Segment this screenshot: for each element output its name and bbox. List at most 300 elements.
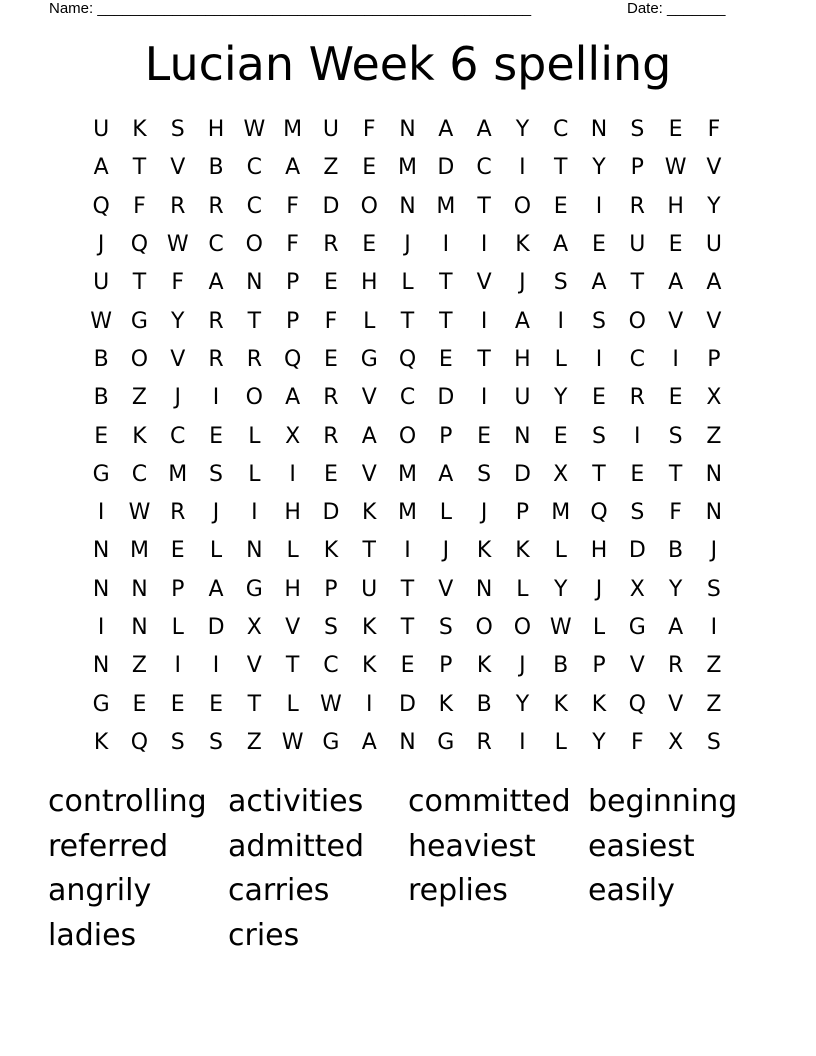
grid-letter[interactable]: M	[551, 500, 571, 526]
grid-letter[interactable]: K	[438, 691, 454, 717]
grid-letter[interactable]: U	[361, 576, 378, 602]
grid-letter[interactable]: E	[592, 232, 606, 258]
grid-letter[interactable]: V	[246, 653, 262, 679]
grid-letter[interactable]: G	[322, 729, 340, 755]
grid-letter[interactable]: S	[209, 461, 224, 487]
grid-letter[interactable]: D	[322, 500, 340, 526]
grid-letter[interactable]: X	[553, 461, 569, 487]
grid-letter[interactable]: E	[323, 461, 338, 487]
grid-letter[interactable]: Y	[171, 308, 185, 334]
grid-letter[interactable]: Z	[706, 653, 722, 679]
grid-letter[interactable]: I	[212, 385, 220, 411]
grid-letter[interactable]: V	[629, 653, 645, 679]
grid-letter[interactable]: I	[480, 308, 488, 334]
grid-letter[interactable]: J	[212, 500, 220, 526]
grid-letter[interactable]: V	[476, 270, 492, 296]
grid-letter[interactable]: B	[208, 155, 224, 181]
grid-letter[interactable]: K	[93, 729, 109, 755]
grid-letter[interactable]: A	[361, 729, 377, 755]
grid-letter[interactable]: E	[170, 691, 185, 717]
grid-letter[interactable]: Y	[592, 155, 606, 181]
grid-letter[interactable]: U	[705, 232, 722, 258]
grid-letter[interactable]: V	[361, 461, 377, 487]
grid-letter[interactable]: E	[668, 232, 683, 258]
grid-letter[interactable]: K	[553, 691, 568, 717]
grid-letter[interactable]: T	[477, 346, 491, 372]
grid-letter[interactable]: J	[710, 538, 718, 564]
grid-letter[interactable]: T	[400, 615, 415, 640]
grid-letter[interactable]: O	[513, 615, 532, 640]
grid-letter[interactable]: R	[323, 385, 339, 411]
grid-letter[interactable]: Y	[707, 193, 721, 219]
grid-letter[interactable]: S	[323, 615, 338, 640]
grid-letter[interactable]: M	[283, 117, 303, 143]
grid-letter[interactable]: C	[208, 232, 224, 258]
grid-letter[interactable]: C	[476, 155, 492, 181]
grid-letter[interactable]: C	[131, 461, 148, 487]
grid-letter[interactable]: G	[628, 615, 646, 640]
grid-letter[interactable]: V	[668, 308, 684, 334]
grid-letter[interactable]: V	[170, 346, 186, 372]
grid-letter[interactable]: T	[400, 576, 415, 602]
grid-letter[interactable]: E	[668, 385, 683, 411]
grid-letter[interactable]: K	[362, 653, 377, 679]
grid-letter[interactable]: S	[477, 461, 492, 487]
grid-letter[interactable]: I	[404, 538, 411, 564]
grid-letter[interactable]: X	[629, 576, 645, 602]
grid-letter[interactable]: S	[630, 117, 645, 143]
grid-letter[interactable]: L	[286, 538, 299, 564]
grid-letter[interactable]: E	[400, 653, 415, 679]
grid-letter[interactable]: A	[208, 270, 224, 296]
grid-letter[interactable]: E	[209, 691, 223, 717]
grid-letter[interactable]: W	[90, 308, 113, 334]
grid-letter[interactable]: Z	[246, 729, 262, 755]
grid-letter[interactable]: D	[399, 691, 416, 717]
grid-letter[interactable]: A	[285, 385, 301, 411]
grid-letter[interactable]: A	[514, 308, 530, 334]
grid-letter[interactable]: S	[668, 423, 683, 449]
grid-letter[interactable]: D	[437, 155, 455, 181]
grid-letter[interactable]: U	[514, 385, 531, 411]
grid-letter[interactable]: E	[668, 117, 683, 143]
word-list-item: admitted	[228, 828, 365, 864]
grid-letter[interactable]: H	[284, 500, 301, 526]
grid-letter[interactable]: C	[323, 653, 339, 679]
grid-letter[interactable]: T	[477, 193, 491, 219]
grid-letter[interactable]: B	[93, 346, 109, 372]
grid-letter[interactable]: A	[438, 117, 454, 143]
grid-letter[interactable]: J	[519, 653, 526, 679]
grid-letter[interactable]: L	[401, 270, 414, 296]
grid-letter[interactable]: U	[629, 232, 646, 258]
grid-letter[interactable]: R	[208, 193, 224, 219]
grid-letter[interactable]: W	[128, 500, 151, 526]
grid-letter[interactable]: L	[248, 423, 261, 449]
grid-letter[interactable]: C	[553, 117, 569, 143]
grid-letter[interactable]: R	[323, 423, 339, 449]
grid-letter[interactable]: I	[480, 232, 488, 258]
grid-letter[interactable]: I	[251, 500, 258, 526]
grid-letter[interactable]: N	[92, 653, 110, 679]
grid-letter[interactable]: N	[131, 576, 148, 602]
grid-letter[interactable]: T	[285, 653, 300, 679]
grid-letter[interactable]: N	[399, 193, 416, 219]
grid-letter[interactable]: B	[476, 691, 492, 717]
grid-letter[interactable]: Q	[92, 193, 110, 219]
grid-letter[interactable]: L	[554, 346, 567, 372]
grid-letter[interactable]: O	[245, 232, 263, 258]
grid-letter[interactable]: T	[247, 691, 262, 717]
grid-letter[interactable]: N	[246, 270, 263, 296]
grid-letter[interactable]: J	[174, 385, 181, 411]
grid-letter[interactable]: I	[519, 729, 526, 755]
grid-letter[interactable]: L	[171, 615, 184, 640]
grid-letter[interactable]: K	[323, 538, 339, 564]
grid-letter[interactable]: A	[93, 155, 109, 181]
grid-letter[interactable]: G	[245, 576, 263, 602]
grid-letter[interactable]: K	[591, 691, 607, 717]
grid-letter[interactable]: N	[705, 461, 723, 487]
grid-letter[interactable]: I	[710, 615, 718, 640]
grid-letter[interactable]: R	[323, 232, 339, 258]
grid-letter[interactable]: O	[628, 308, 646, 334]
grid-letter[interactable]: R	[170, 500, 186, 526]
grid-letter[interactable]: F	[133, 193, 146, 219]
grid-letter[interactable]: P	[285, 270, 300, 296]
grid-letter[interactable]: Z	[323, 155, 339, 181]
grid-letter[interactable]: C	[246, 193, 263, 219]
grid-letter[interactable]: N	[590, 117, 608, 143]
grid-letter[interactable]: S	[438, 615, 453, 640]
grid-letter[interactable]: A	[706, 270, 722, 296]
grid-letter[interactable]: P	[439, 423, 453, 449]
grid-letter[interactable]: T	[439, 308, 453, 334]
grid-letter[interactable]: I	[672, 346, 679, 372]
grid-letter[interactable]: R	[170, 193, 186, 219]
grid-letter[interactable]: A	[591, 270, 607, 296]
grid-letter[interactable]: S	[592, 423, 606, 449]
grid-letter[interactable]: T	[247, 308, 262, 334]
grid-letter[interactable]: D	[322, 193, 340, 219]
grid-letter[interactable]: M	[398, 461, 418, 487]
grid-letter[interactable]: L	[554, 729, 567, 755]
grid-letter[interactable]: L	[363, 308, 376, 334]
grid-letter[interactable]: A	[361, 423, 377, 449]
grid-letter[interactable]: E	[553, 193, 568, 219]
grid-letter[interactable]: D	[207, 615, 225, 640]
grid-letter[interactable]: L	[439, 500, 452, 526]
grid-letter[interactable]: T	[132, 155, 147, 181]
grid-letter[interactable]: T	[630, 270, 645, 296]
grid-letter[interactable]: V	[668, 691, 684, 717]
grid-letter[interactable]: L	[209, 538, 223, 564]
grid-letter[interactable]: T	[668, 461, 683, 487]
grid-letter[interactable]: J	[480, 500, 488, 526]
word-list-item: replies	[408, 873, 508, 908]
grid-letter[interactable]: E	[477, 423, 492, 449]
grid-letter[interactable]: E	[630, 461, 645, 487]
grid-letter[interactable]: A	[285, 155, 301, 181]
grid-letter[interactable]: I	[174, 653, 181, 679]
grid-letter[interactable]: M	[436, 193, 456, 219]
grid-letter[interactable]: P	[630, 155, 644, 181]
grid-letter[interactable]: N	[131, 615, 148, 640]
grid-letter[interactable]: W	[664, 155, 687, 181]
grid-letter[interactable]: R	[476, 729, 492, 755]
grid-letter[interactable]: Q	[590, 500, 608, 526]
grid-letter[interactable]: C	[246, 155, 263, 181]
grid-letter[interactable]: F	[286, 193, 299, 219]
grid-letter[interactable]: O	[245, 385, 263, 411]
grid-letter[interactable]: Q	[130, 729, 149, 755]
grid-letter[interactable]: B	[93, 385, 109, 411]
grid-letter[interactable]: J	[519, 270, 526, 296]
grid-letter[interactable]: W	[166, 232, 189, 258]
grid-letter[interactable]: E	[132, 691, 147, 717]
grid-letter[interactable]: M	[398, 155, 418, 181]
grid-letter[interactable]: N	[92, 538, 110, 564]
grid-letter[interactable]: W	[549, 615, 572, 640]
grid-letter[interactable]: K	[476, 653, 492, 679]
grid-letter[interactable]: L	[286, 691, 299, 717]
grid-letter[interactable]: E	[592, 385, 606, 411]
grid-letter[interactable]: N	[399, 117, 416, 143]
grid-letter[interactable]: J	[97, 232, 105, 258]
grid-letter[interactable]: K	[515, 538, 530, 564]
grid-letter[interactable]: M	[129, 538, 149, 564]
grid-letter[interactable]: X	[668, 729, 684, 755]
date-field[interactable]: Date: _______	[627, 0, 726, 17]
grid-letter[interactable]: Y	[553, 576, 568, 602]
grid-letter[interactable]: T	[439, 270, 453, 296]
grid-letter[interactable]: R	[208, 346, 224, 372]
grid-letter[interactable]: R	[667, 653, 684, 679]
word-list-item: ladies	[48, 917, 137, 953]
grid-letter[interactable]: O	[130, 346, 149, 372]
grid-letter[interactable]: Y	[515, 117, 530, 143]
grid-letter[interactable]: H	[207, 117, 225, 143]
grid-letter[interactable]: M	[168, 461, 188, 487]
word-list-item: beginning	[588, 784, 738, 819]
grid-letter[interactable]: Y	[515, 691, 530, 717]
grid-letter[interactable]: Z	[706, 423, 722, 449]
grid-letter[interactable]: P	[171, 576, 185, 602]
grid-letter[interactable]: N	[705, 500, 723, 526]
grid-letter[interactable]: P	[515, 500, 530, 526]
grid-letter[interactable]: L	[516, 576, 529, 602]
grid-letter[interactable]: K	[132, 117, 147, 143]
grid-letter[interactable]: B	[553, 653, 569, 679]
grid-letter[interactable]: I	[557, 308, 564, 334]
grid-letter[interactable]: U	[322, 117, 339, 143]
word-list-item: controlling	[48, 784, 207, 819]
grid-letter[interactable]: F	[171, 270, 185, 296]
grid-letter[interactable]: G	[92, 691, 110, 717]
grid-letter[interactable]: O	[360, 193, 378, 219]
grid-letter[interactable]: A	[476, 117, 492, 143]
grid-letter[interactable]: X	[285, 423, 301, 449]
grid-letter[interactable]: I	[442, 232, 450, 258]
grid-letter[interactable]: I	[97, 500, 105, 526]
grid-letter[interactable]: I	[595, 193, 603, 219]
grid-letter[interactable]: D	[628, 538, 646, 564]
grid-letter[interactable]: R	[629, 193, 645, 219]
grid-letter[interactable]: G	[92, 461, 110, 487]
grid-letter[interactable]: E	[94, 423, 109, 449]
grid-letter[interactable]: N	[475, 576, 493, 602]
grid-letter[interactable]: F	[630, 729, 644, 755]
grid-letter[interactable]: K	[515, 232, 530, 258]
grid-letter[interactable]: P	[439, 653, 453, 679]
grid-letter[interactable]: U	[93, 270, 110, 296]
grid-letter[interactable]: K	[362, 500, 377, 526]
grid-letter[interactable]: F	[286, 232, 299, 258]
grid-letter[interactable]: N	[514, 423, 531, 449]
grid-letter[interactable]: N	[399, 729, 416, 755]
grid-letter[interactable]: B	[668, 538, 684, 564]
grid-letter[interactable]: S	[592, 308, 606, 334]
grid-letter[interactable]: D	[437, 385, 455, 411]
grid-letter[interactable]: T	[362, 538, 376, 564]
grid-letter[interactable]: F	[362, 117, 376, 143]
grid-letter[interactable]: F	[707, 117, 721, 143]
grid-letter[interactable]: E	[323, 346, 338, 372]
grid-letter[interactable]: C	[629, 346, 645, 372]
grid-letter[interactable]: E	[362, 155, 377, 181]
grid-letter[interactable]: A	[438, 461, 454, 487]
grid-letter[interactable]: H	[284, 576, 301, 602]
grid-letter[interactable]: G	[130, 308, 148, 334]
grid-letter[interactable]: P	[324, 576, 338, 602]
grid-letter[interactable]: Z	[706, 691, 722, 717]
grid-letter[interactable]: F	[324, 308, 338, 334]
grid-letter[interactable]: O	[398, 423, 417, 449]
grid-letter[interactable]: T	[400, 308, 415, 334]
grid-letter[interactable]: Y	[553, 385, 568, 411]
grid-letter[interactable]: U	[93, 117, 110, 143]
grid-letter[interactable]: Y	[668, 576, 683, 602]
grid-letter[interactable]: J	[404, 232, 411, 258]
grid-letter[interactable]: H	[667, 193, 684, 219]
grid-letter[interactable]: K	[362, 615, 377, 640]
grid-letter[interactable]: A	[668, 270, 684, 296]
grid-letter[interactable]: D	[513, 461, 531, 487]
grid-letter[interactable]: I	[480, 385, 488, 411]
grid-letter[interactable]: H	[590, 538, 608, 564]
grid-letter[interactable]: M	[398, 500, 418, 526]
grid-letter[interactable]: O	[513, 193, 532, 219]
word-list	[48, 780, 768, 958]
grid-letter[interactable]: K	[476, 538, 492, 564]
grid-letter[interactable]: N	[246, 538, 263, 564]
grid-letter[interactable]: E	[438, 346, 453, 372]
grid-letter[interactable]: G	[437, 729, 455, 755]
page-title: Lucian Week 6 spelling	[144, 37, 672, 91]
grid-letter[interactable]: L	[592, 615, 606, 640]
grid-letter[interactable]: R	[246, 346, 262, 372]
grid-letter[interactable]: E	[553, 423, 568, 449]
grid-letter[interactable]: I	[519, 155, 526, 181]
grid-letter[interactable]: V	[438, 576, 454, 602]
grid-letter[interactable]: Q	[283, 346, 302, 372]
grid-letter[interactable]: Q	[130, 232, 149, 258]
grid-letter[interactable]: P	[285, 308, 300, 334]
grid-letter[interactable]: Z	[131, 653, 147, 679]
grid-letter[interactable]: I	[289, 461, 296, 487]
grid-letter[interactable]: F	[669, 500, 682, 526]
grid-letter[interactable]: R	[208, 308, 224, 334]
grid-letter[interactable]: A	[553, 232, 569, 258]
grid-letter[interactable]: I	[97, 615, 105, 640]
grid-letter[interactable]: V	[170, 155, 186, 181]
grid-letter[interactable]: K	[132, 423, 147, 449]
grid-letter[interactable]: L	[554, 538, 567, 564]
word-list-item: heaviest	[408, 828, 536, 864]
grid-letter[interactable]: J	[442, 538, 450, 564]
grid-letter[interactable]: S	[706, 729, 721, 755]
grid-letter[interactable]: I	[365, 691, 373, 717]
grid-letter[interactable]: I	[212, 653, 220, 679]
grid-letter[interactable]: E	[209, 423, 223, 449]
word-list-item: activities	[228, 784, 364, 819]
grid-letter[interactable]: E	[323, 270, 338, 296]
grid-letter[interactable]: V	[285, 615, 301, 640]
grid-letter[interactable]: R	[629, 385, 645, 411]
grid-letter[interactable]: H	[514, 346, 531, 372]
grid-letter[interactable]: T	[132, 270, 147, 296]
grid-letter[interactable]: S	[630, 500, 645, 526]
grid-letter[interactable]: S	[553, 270, 568, 296]
grid-letter[interactable]: Q	[628, 691, 646, 717]
grid-letter[interactable]: C	[399, 385, 416, 411]
grid-letter[interactable]: W	[281, 729, 304, 755]
grid-letter[interactable]: O	[475, 615, 493, 640]
grid-letter[interactable]: S	[209, 729, 224, 755]
grid-letter[interactable]: T	[553, 155, 568, 181]
grid-letter[interactable]: Q	[398, 346, 417, 372]
grid-letter[interactable]: V	[361, 385, 377, 411]
grid-letter[interactable]: X	[246, 615, 262, 640]
grid-letter[interactable]: W	[243, 117, 266, 143]
grid-letter[interactable]: Z	[131, 385, 147, 411]
grid-letter[interactable]: A	[668, 615, 684, 640]
grid-letter[interactable]: S	[706, 576, 721, 602]
grid-letter[interactable]: V	[706, 308, 722, 334]
grid-letter[interactable]: W	[320, 691, 342, 717]
grid-letter[interactable]: S	[170, 117, 185, 143]
grid-letter[interactable]: Y	[592, 729, 606, 755]
grid-letter[interactable]: A	[208, 576, 224, 602]
grid-letter[interactable]: H	[360, 270, 378, 296]
grid-letter[interactable]: N	[92, 576, 110, 602]
grid-letter[interactable]: X	[706, 385, 722, 411]
grid-letter[interactable]: I	[634, 423, 641, 449]
grid-letter[interactable]: I	[595, 346, 603, 372]
grid-letter[interactable]: C	[170, 423, 186, 449]
grid-letter[interactable]: P	[592, 653, 606, 679]
grid-letter[interactable]: S	[170, 729, 185, 755]
name-field[interactable]: Name: ____________________________________________________	[49, 0, 532, 17]
grid-letter[interactable]: G	[360, 346, 378, 372]
grid-letter[interactable]: P	[707, 346, 721, 372]
grid-letter[interactable]: T	[592, 461, 606, 487]
grid-letter[interactable]: E	[362, 232, 377, 258]
grid-letter[interactable]: J	[595, 576, 603, 602]
grid-letter[interactable]: V	[706, 155, 722, 181]
grid-letter[interactable]: L	[248, 461, 261, 487]
grid-letter[interactable]: E	[170, 538, 185, 564]
